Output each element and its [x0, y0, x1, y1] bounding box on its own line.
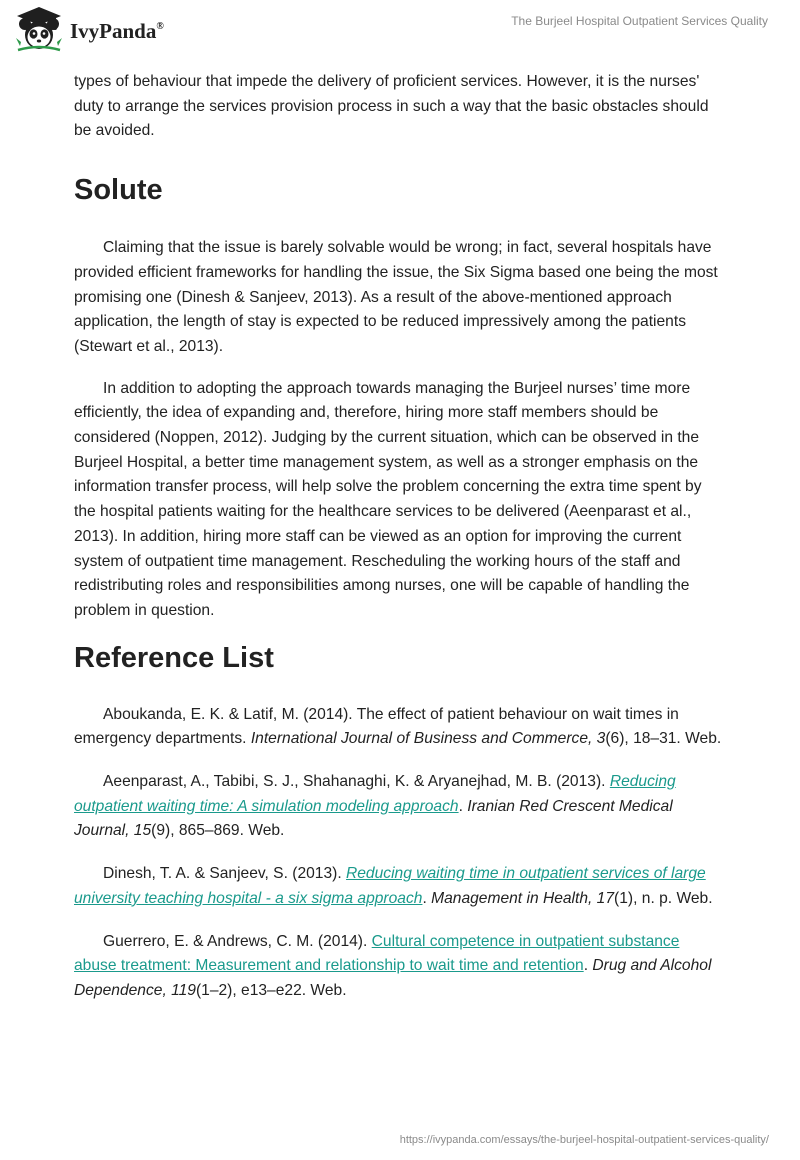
- journal-title: Drug and Alcohol Dependence, 119: [74, 957, 712, 999]
- reference-item: Aeenparast, A., Tabibi, S. J., Shahanaghi, K. & Aryanejhad, M. B. (2013). Reducing outpatient waiting time: A simulation modeling approach. Iranian Red Crescent Medical Journal, 15(9), 865–869. Web.: [74, 773, 676, 840]
- footer-url[interactable]: https://ivypanda.com/essays/the-burjeel-hospital-outpatient-services-quality/: [399, 1134, 769, 1146]
- essay-content: [74, 70, 724, 1004]
- intro-paragraph: types of behaviour that impede the delivery of proficient services. However, it is the nurses' duty to arrange the services provision process in such a way that the basic obstacles should be avoided.: [74, 73, 709, 140]
- reference-list-heading: Reference List: [74, 641, 274, 674]
- journal-title: Management in Health, 17: [431, 889, 615, 907]
- document-title: The Burjeel Hospital Outpatient Services Quality: [511, 14, 768, 28]
- journal-title: International Journal of Business and Commerce, 3: [250, 730, 606, 748]
- reference-item: Aboukanda, E. K. & Latif, M. (2014). The effect of patient behaviour on wait times in emergency departments. International Journal of Business and Commerce, 3(6), 18–31. Web.: [74, 705, 722, 748]
- panda-logo-icon: [14, 6, 64, 52]
- solute-paragraph-1: Claiming that the issue is barely solvable would be wrong; in fact, several hospitals have provided efficient frameworks for handling the issue, the Six Sigma based one being the most promising one (Dinesh & Sanjeev, 2013). As a result of the above-mentioned approach application, the length of stay is expected to be reduced impressively among the patients (Stewart et al., 2013).: [74, 239, 718, 355]
- reference-item: Dinesh, T. A. & Sanjeev, S. (2013). Reducing waiting time in outpatient services of large university teaching hospital - a six sigma approach. Management in Health, 17(1), n. p. Web.: [74, 865, 713, 907]
- reference-link[interactable]: Reducing outpatient waiting time: A simulation modeling approach: [74, 773, 676, 815]
- journal-title: Iranian Red Crescent Medical Journal, 15: [74, 797, 673, 840]
- reference-link[interactable]: Reducing waiting time in outpatient services of large university teaching hospital - a six sigma approach: [74, 865, 706, 907]
- reference-item: Guerrero, E. & Andrews, C. M. (2014). Cultural competence in outpatient substance abuse treatment: Measurement and relationship to wait time and retention. Drug and Alcohol Dependence, 119(1–2), e13–e22. Web.: [74, 932, 712, 999]
- solute-heading: Solute: [74, 174, 163, 207]
- ivypanda-logo[interactable]: [14, 6, 164, 52]
- reference-link[interactable]: Cultural competence in outpatient substance abuse treatment: Measurement and relationship to wait time and retention: [74, 932, 680, 975]
- solute-paragraph-2: In addition to adopting the approach towards managing the Burjeel nurses’ time more efficiently, the idea of expanding and, therefore, hiring more staff members should be considered (Noppen, 2012). Judging by the current situation, which can be observed in the Burjeel Hospital, a better time management system, as well as a stronger emphasis on the information transfer process, will help solve the problem concerning the extra time spent by the hospital patients waiting for the healthcare services to be delivered (Aeenparast et al., 2013). In addition, hiring more staff can be viewed as an option for improving the current system of outpatient time management. Rescheduling the working hours of the staff and redistributing roles and responsibilities among nurses, one will be capable of handling the problem in question.: [74, 379, 702, 619]
- page-header: [0, 0, 800, 70]
- logo-text: IvyPanda®: [70, 18, 164, 43]
